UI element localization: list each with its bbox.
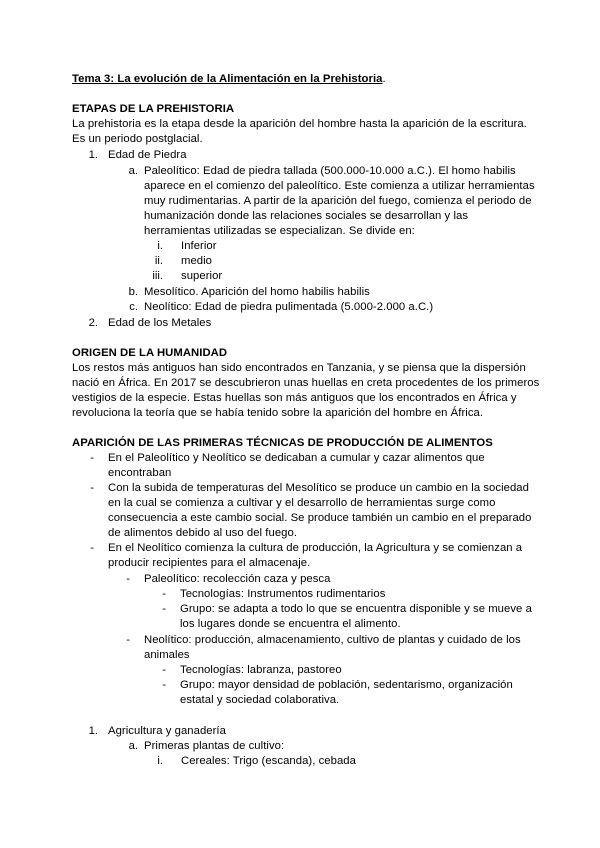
section-heading-origen: ORIGEN DE LA HUMANIDAD bbox=[72, 347, 228, 359]
list-marker: 1. bbox=[88, 725, 98, 737]
dash-marker: - bbox=[162, 603, 166, 615]
list-item-agricultura: Agricultura y ganadería bbox=[108, 725, 226, 737]
bullet-line: en la cual se comienza a cultivar y el desarrollo de herramientas surge como bbox=[108, 497, 496, 509]
list-marker: iii. bbox=[152, 270, 163, 282]
list-marker: a. bbox=[128, 165, 138, 177]
bullet-line: animales bbox=[144, 649, 190, 661]
list-item-cereales: Cereales: Trigo (escanda), cebada bbox=[181, 755, 356, 767]
list-item-line: herramientas utilizadas se especializan. Se divide en: bbox=[144, 225, 415, 237]
list-item-line: muy rudimentarias. A partir de la aparición del fuego, comienza el periodo de bbox=[144, 195, 532, 207]
section-heading-etapas: ETAPAS DE LA PREHISTORIA bbox=[72, 103, 235, 115]
paragraph-line: Es un periodo postglacial. bbox=[72, 133, 203, 145]
paragraph-line: vestigios de la especie. Estas huellas son más antiguos que los encontrados en África y bbox=[72, 392, 517, 404]
list-item-medio: medio bbox=[181, 255, 213, 267]
bullet-grupo: Grupo: se adapta a todo lo que se encuentra disponible y se mueve a bbox=[180, 603, 532, 615]
bullet-neolitico: Neolítico: producción, almacenamiento, cultivo de plantas y cuidado de los bbox=[144, 634, 521, 646]
dash-marker: - bbox=[90, 482, 94, 494]
dash-marker: - bbox=[126, 573, 130, 585]
list-item-line: humanización donde las relaciones sociales se desarrollan y las bbox=[144, 210, 469, 222]
dash-marker: - bbox=[126, 634, 130, 646]
list-marker: a. bbox=[128, 740, 138, 752]
paragraph-line: La prehistoria es la etapa desde la aparición del hombre hasta la aparición de la escritura. bbox=[72, 118, 527, 130]
bullet-grupo: Grupo: mayor densidad de población, sedentarismo, organización bbox=[180, 679, 513, 691]
list-item-inferior: Inferior bbox=[181, 240, 217, 252]
paragraph-line: nació en África. En 2017 se descubrieron unas huellas en creta procedentes de los primeros bbox=[72, 377, 540, 389]
bullet-line: En el Neolítico comienza la cultura de producción, la Agricultura y se comienzan a bbox=[108, 542, 523, 554]
list-item-edad-piedra: Edad de Piedra bbox=[108, 149, 187, 161]
list-marker: b. bbox=[128, 286, 138, 298]
bullet-line: producir recipientes para el almacenaje. bbox=[108, 557, 311, 569]
dash-marker: - bbox=[162, 679, 166, 691]
section-heading-aparicion: APARICIÓN DE LAS PRIMERAS TÉCNICAS DE PRODUCCIÓN DE ALIMENTOS bbox=[72, 437, 493, 449]
list-item-superior: superior bbox=[181, 270, 223, 282]
list-item-plantas: Primeras plantas de cultivo: bbox=[144, 740, 285, 752]
dash-marker: - bbox=[162, 664, 166, 676]
list-item-neolitico: Neolítico: Edad de piedra pulimentada (5.000-2.000 a.C.) bbox=[144, 301, 434, 313]
paragraph-line: revoluciona la teoría que se había tenido sobre la aparición del hombre en África. bbox=[72, 407, 484, 419]
document-title bbox=[72, 72, 386, 87]
bullet-tecnologias: Tecnologías: labranza, pastoreo bbox=[180, 664, 342, 676]
list-marker: c. bbox=[129, 301, 138, 313]
list-marker: ii. bbox=[154, 255, 163, 267]
dash-marker: - bbox=[162, 588, 166, 600]
list-item-paleolitico: Paleolítico: Edad de piedra tallada (500.000-10.000 a.C.). El homo habilis bbox=[144, 165, 516, 177]
list-marker: i. bbox=[157, 755, 163, 767]
title-suffix: . bbox=[382, 73, 386, 85]
paragraph-line: Los restos más antiguos han sido encontrados en Tanzania, y se piensa que la dispersión bbox=[72, 362, 526, 374]
bullet-paleolitico: Paleolítico: recolección caza y pesca bbox=[144, 573, 331, 585]
bullet-line: En el Paleolítico y Neolítico se dedicaban a cumular y cazar alimentos que bbox=[108, 452, 485, 464]
title-text: Tema 3: La evolución de la Alimentación en la Prehistoria bbox=[72, 73, 383, 85]
list-marker: i. bbox=[157, 240, 163, 252]
list-item-edad-metales: Edad de los Metales bbox=[108, 317, 212, 329]
list-item-mesolitico: Mesolítico. Aparición del homo habilis habilis bbox=[144, 286, 370, 298]
bullet-line: de alimentos debido al uso del fuego. bbox=[108, 527, 298, 539]
dash-marker: - bbox=[90, 542, 94, 554]
bullet-line: los lugares donde se encuentra el alimento. bbox=[180, 618, 401, 630]
dash-marker: - bbox=[90, 452, 94, 464]
bullet-line: Con la subida de temperaturas del Mesolítico se produce un cambio en la sociedad bbox=[108, 482, 529, 494]
list-item-line: aparece en el comienzo del paleolítico. Este comienza a utilizar herramientas bbox=[144, 180, 535, 192]
list-marker: 2. bbox=[88, 317, 98, 329]
bullet-line: estatal y sociedad colaborativa. bbox=[180, 694, 340, 706]
bullet-tecnologias: Tecnologías: Instrumentos rudimentarios bbox=[180, 588, 386, 600]
bullet-line: consecuencia a este cambio social. Se produce también un cambio en el preparado bbox=[108, 512, 532, 524]
bullet-line: encontraban bbox=[108, 467, 172, 479]
list-marker: 1. bbox=[88, 149, 98, 161]
